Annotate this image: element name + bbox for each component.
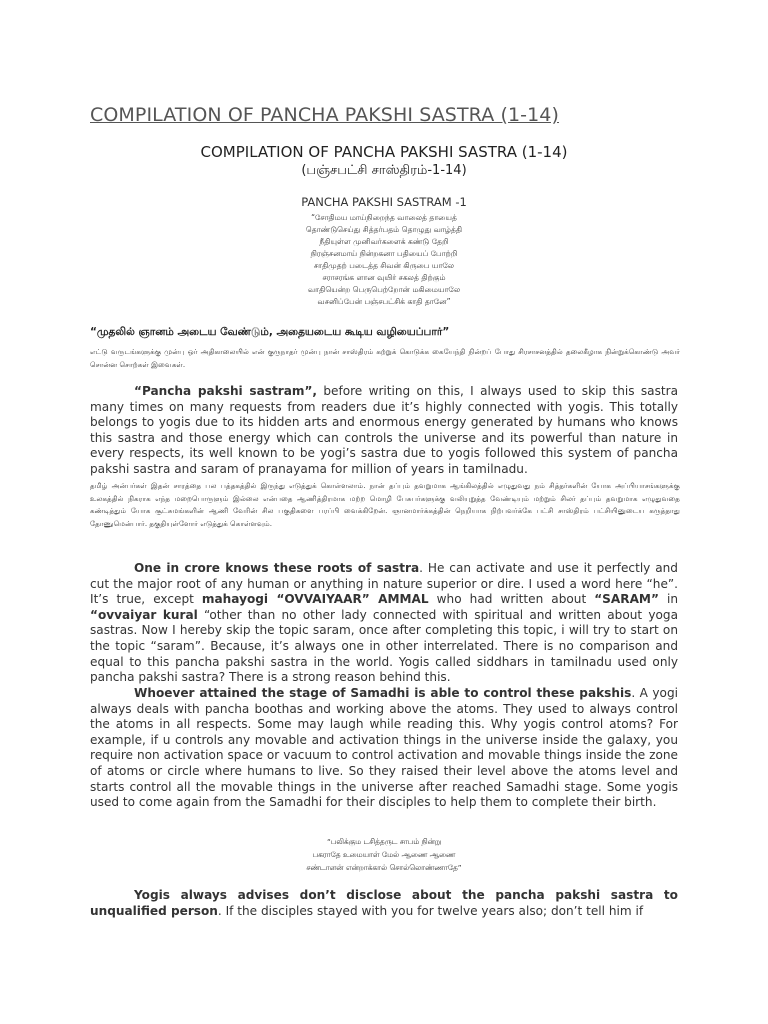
paragraph-4-text: . If the disciples stayed with you for twelve years also; don’t tell him if xyxy=(217,903,644,918)
verse-line: நீதியுள்ள முனிவர்களைக் கண்டு தேறி xyxy=(319,237,449,246)
verse-block-1 xyxy=(0,212,768,308)
verse-line: வசனிப்பேன் பஞ்சபட்சிக் காதி தானே” xyxy=(317,297,451,306)
verse-line: சண்டாளன் என்றாக்கால் சொல்லொண்ணாதே” xyxy=(306,863,462,872)
paragraph-4-lead: Yogis always advises don’t disclose about the pancha pakshi sastra to unqualified person xyxy=(90,888,678,918)
paragraph-2-text: who had written about xyxy=(428,592,595,607)
paragraph-2-lead: One in crore knows these roots of sastra xyxy=(134,561,420,575)
paragraph-2-text: “other than no other lady connected with spiritual and written about yoga sastras. Now I hereby skip the topic saram, once after completing this topic, i will try to start on the topic “saram”. Because, it’s always one in other interrelated. There is no comparison and equal to this pancha pakshi sastra in the world. Yogis called siddhars in tamilnadu used only pancha pakshi sastra? There is a strong reason behind this. xyxy=(90,607,678,685)
paragraph-1-text: before writing on this, I always used to skip this sastra many times on many requests from readers due it’s highly connected with yogis. This totally belongs to yogis due to its hidden arts and enormous energy generated by humans who knows this sastra and those energy which can controls the universe and its powerful than nature in every respects, its well known to be yogi’s sastra due to yogis followed this system of pancha pakshi sastra and saram of pranayama for million of years in tamilnadu. xyxy=(90,384,678,476)
paragraph-3 xyxy=(90,686,678,811)
verse-line: தொண்டுசெய்து சித்தர்பதம் தொழுது வாழ்த்தி xyxy=(305,225,463,234)
verse-line: நிரஞ்சனமாய் நின்றகனா பதியைப் போற்றி xyxy=(310,249,458,258)
paragraph-3-lead: Whoever attained the stage of Samadhi is able to control these pakshis xyxy=(134,686,632,700)
verse-line: பகராதே உமையாள் மேல் ஆணை ஆணை xyxy=(312,850,456,859)
tamil-paragraph-2: தமிழ் அன்பர்கள் இதன் சாரத்தை பல பத்தகத்தில் இருந்து எடுத்துக் கொள்ளலாம். நான் தப்பும் தவறுமாக ஆங்கிலத்தில் எழுதுவது நம் சித்தர்களின் யோக அப்பியாசங்களுக்கு உலகத்தில் நிகராக எந்த மறைபொருளும் இல்லை என்பதை ஆணித்திரமாக மற்ற மொழி பேசுபர்களுக்கு வலியுறுத்த வேண்டியும் மற்றும் சிலர் தப்பும் தவறுமாக எழுதுவதை கண்டித்தும் யோக சூட்சுமங்களின் ஆணி வேரின் சில பகுதிகளை பரப்பி வைக்கிறேன். ஞானமார்க்கத்தின் நெறியாக நிற்பவர்க்கே பட்சி சாஸ்திரம் பட்சியினுடைய கருத்தாது தோணுமென்பார். தகுதியுள்ளோர் எடுத்துக் கொள்ளவும். xyxy=(90,481,680,528)
section-title: PANCHA PAKSHI SASTRAM -1 xyxy=(301,195,467,209)
verse-line: “சோதிமய மாய்நிறைந்த வாலைத் தாயைத் xyxy=(311,213,457,222)
tamil-paragraph-1: எட்டு வருடங்களுக்கு முன்பு ஒர் அதிகாலையில் என் குருநாதர் முன்பு நான் சாஸ்திரம் கற்றுக் கொடுக்க கையேந்தி நின்றப் போது சிரசாசனத்தில் தலைகீழாக நின்றுக்கொண்டு அவர் சொன்ன சொற்கள் இவைகள். xyxy=(90,347,680,369)
quote-heading: “முதலில் ஞானம் அடைய வேண்டும், அதையடைய கூடிய வழியைப்பார்” xyxy=(90,326,450,338)
verse-line: சராசரங்க ளான வுயிர் சகலத் திற்கும் xyxy=(322,273,446,282)
document-subtitle: (பஞ்சபட்சி சாஸ்திரம்-1-14) xyxy=(301,163,467,178)
paragraph-2-text: . He can activate and use it perfectly and cut the major root of any human or anything in nature superior or dire. I used a word here “he”. It’s true, except xyxy=(90,561,678,607)
verse-line: “பலிக்கும டசித்தருட சாபம் நின்று xyxy=(327,837,441,846)
paragraph-2 xyxy=(90,561,678,686)
paragraph-1 xyxy=(90,384,678,478)
paragraph-3-text: . A yogi always deals with pancha boothas and working above the atoms. They used to always control the atoms in all respects. Some may laugh while reading this. Why yogis control atoms? For example, if u controls any movable and activation things in the universe inside the galaxy, you require non activation space or vacuum to control activation and movable things inside the zone of atoms or circle where humans to live. So they raised their level above the atoms level and starts control all the movable things in the universe after reached Samadhi stage. Some yogis used to come again from the Samadhi for their disciples to help them to complete their birth. xyxy=(90,686,678,810)
verse-line: சாதிமுதற் படைத்த சிவன் கிருபை யாலே xyxy=(313,261,455,270)
verse-line: வாதியென்ற பெருபெற்றோன் மகிமையாலே xyxy=(307,285,461,294)
paragraph-2-text: in xyxy=(658,592,678,607)
paragraph-1-lead: “Pancha pakshi sastram”, xyxy=(134,384,317,398)
bold-phrase: “ovvaiyar kural xyxy=(90,607,198,622)
bold-phrase: mahayogi “OVVAIYAAR” AMMAL xyxy=(201,592,429,607)
header-title: COMPILATION OF PANCHA PAKSHI SASTRA (1-14) xyxy=(90,104,559,126)
verse-block-2 xyxy=(0,835,768,874)
document-title: COMPILATION OF PANCHA PAKSHI SASTRA (1-14) xyxy=(200,143,568,161)
bold-phrase: “SARAM” xyxy=(594,592,659,607)
paragraph-4 xyxy=(90,888,678,919)
